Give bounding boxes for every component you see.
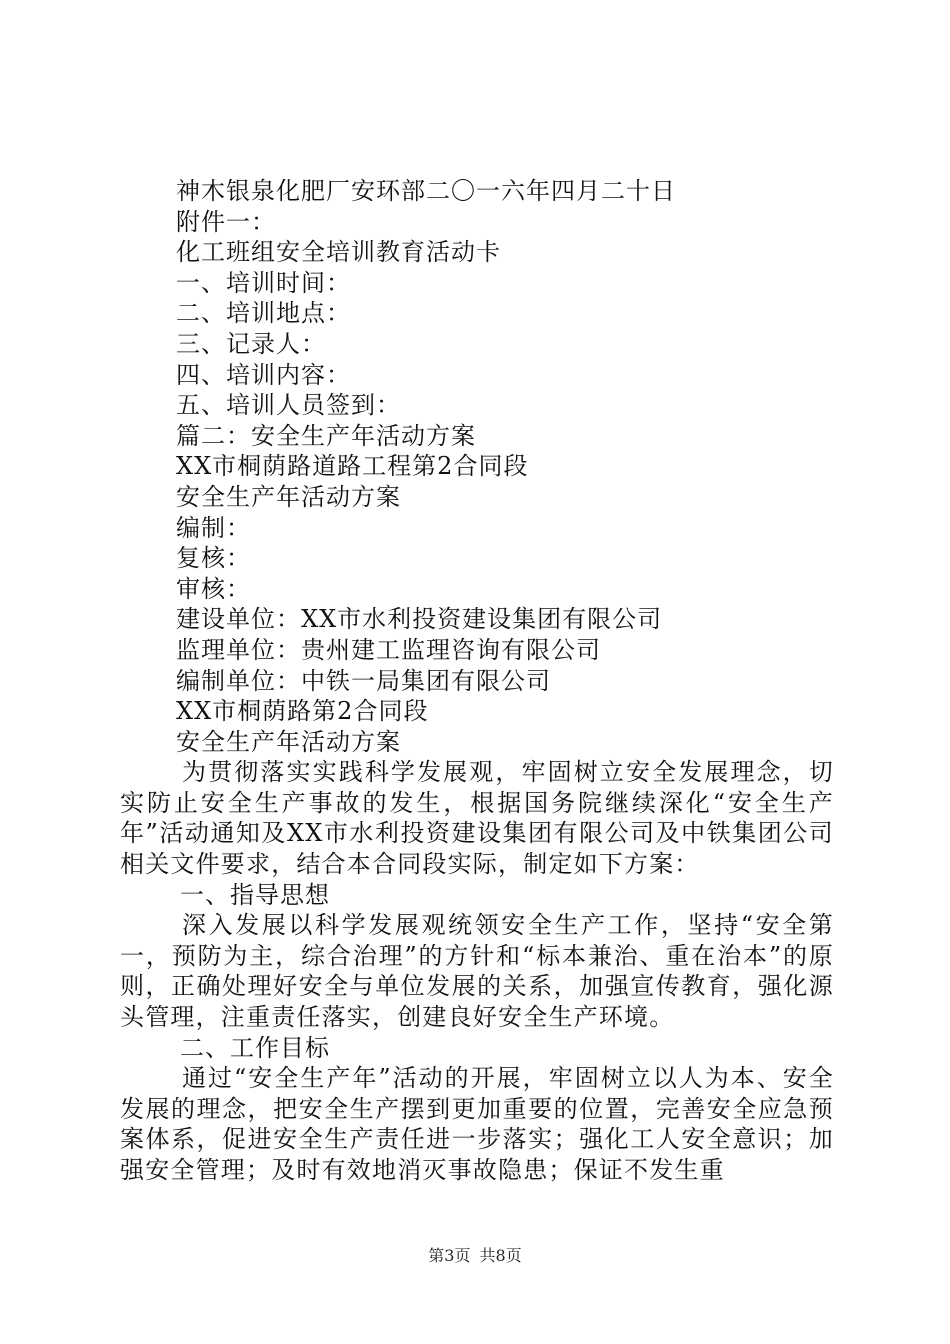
page-total: 共8页 (479, 1246, 522, 1265)
section-heading-guiding-thought: 一、指导思想 (180, 880, 330, 909)
supervision-unit: 监理单位：贵州建工监理咨询有限公司 (176, 635, 601, 664)
plan-title-repeat: 安全生产年活动方案 (176, 727, 401, 756)
contract-section: XX市桐荫路第2合同段 (176, 697, 429, 726)
reviewed-by-field: 复核： (176, 544, 251, 573)
activity-card-title: 化工班组安全培训教育活动卡 (176, 238, 501, 267)
page-number: 第3页 (428, 1246, 471, 1265)
compiling-unit: 编制单位：中铁一局集团有限公司 (176, 666, 551, 695)
training-time-field: 一、培训时间： (176, 268, 351, 297)
compiled-by-field: 编制： (176, 513, 251, 542)
plan-title: 安全生产年活动方案 (176, 482, 401, 511)
training-location-field: 二、培训地点： (176, 299, 351, 328)
signature-date-line: 神木银泉化肥厂安环部二〇一六年四月二十日 (176, 177, 676, 205)
approved-by-field: 审核： (176, 574, 251, 603)
training-content-field: 四、培训内容： (176, 360, 351, 389)
attachment-label: 附件一： (176, 207, 276, 236)
intro-paragraph: 为贯彻落实实践科学发展观，牢固树立安全发展理念，切实防止安全生产事故的发生，根据国务院继续深化“安全生产年”活动通知及XX市水利投资建设集团有限公司及中铁集团公司相关文件要求，结合本合同段实际，制定如下方案： (120, 758, 834, 879)
section-paragraph-work-goals: 通过“安全生产年”活动的开展，牢固树立以人为本、安全发展的理念，把安全生产摆到更加重要的位置，完善安全应急预案体系，促进安全生产责任进一步落实；强化工人安全意识；加强安全管理；及时有效地消灭事故隐患；保证不发生重 (120, 1064, 834, 1184)
attendee-signin-field: 五、培训人员签到： (176, 391, 401, 420)
page-footer (0, 1243, 950, 1266)
construction-unit: 建设单位：XX市水利投资建设集团有限公司 (176, 605, 663, 634)
section-paragraph-guiding-thought: 深入发展以科学发展观统领安全生产工作，坚持“安全第一，预防为主，综合治理”的方针和“标本兼治、重在治本”的原则，正确处理好安全与单位发展的关系，加强宣传教育，强化源头管理，注重责任落实，创建良好安全生产环境。 (120, 911, 834, 1032)
chapter-two-title: 篇二：安全生产年活动方案 (176, 421, 476, 450)
recorder-field: 三、记录人： (176, 329, 326, 358)
document-body (120, 176, 834, 1186)
section-heading-work-goals: 二、工作目标 (180, 1033, 330, 1062)
project-name: XX市桐荫路道路工程第2合同段 (176, 452, 529, 481)
